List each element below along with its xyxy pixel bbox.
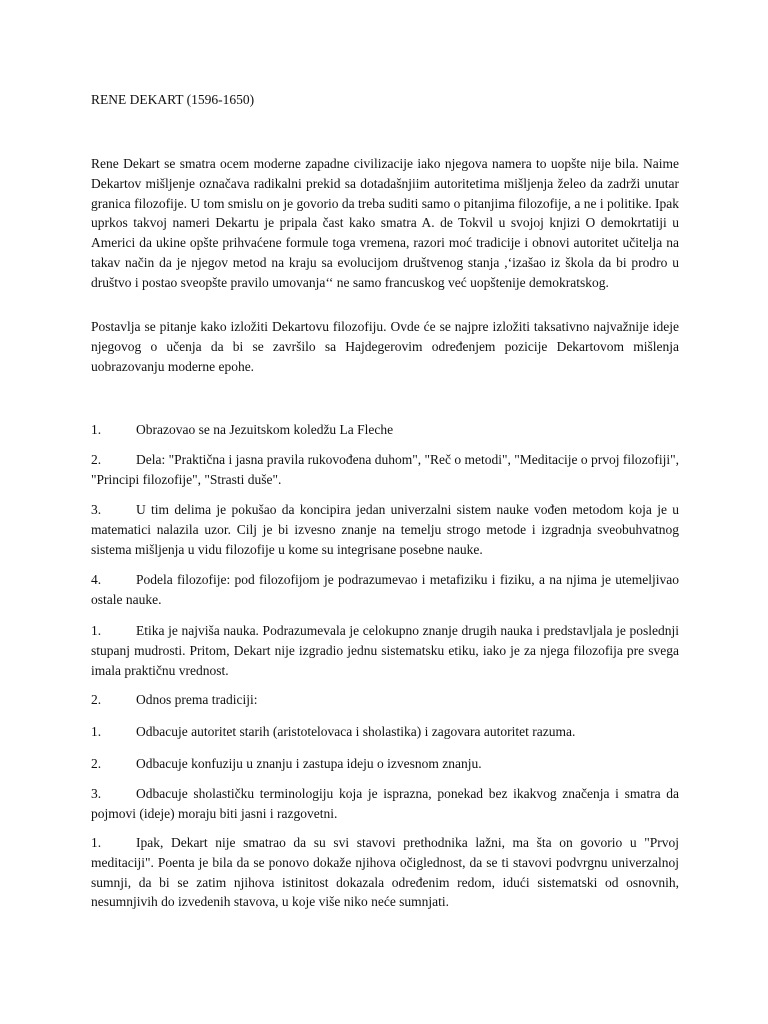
list-item bbox=[91, 500, 679, 559]
list-item-text: Obrazovao se na Jezuitskom koledžu La Fleche bbox=[136, 422, 394, 437]
list-item bbox=[91, 621, 679, 680]
list-item bbox=[91, 833, 679, 912]
list-item bbox=[91, 690, 679, 710]
intro-paragraph: Rene Dekart se smatra ocem moderne zapadne civilizacije iako njegova namera to uopšte nije bila. Naime Dekartov mišljenje označava radikalni prekid sa dotadašnjiim autoritetima mišljenja želeo da zadrži unutar granica filozofije. U tom smislu on je govorio da treba suditi samo o pitanjima filozofije, a ne i politike. Ipak uprkos takvoj nameri Dekartu je pripala čast kako smatra A. de Tokvil u svojoj knjizi O demokrtatiji u Americi da ukine opšte prihvaćene formule toga vremena, razori moć tradicije i obnovi autoritet učitelja na takav način da je njegov metod na kraju sa evolucijom društvenog stanja ,‘izašao iz škola da bi prodro u društvo i postao sveopšte pravilo umovanja‘‘ ne samo francuskog već uopštenije demokratskog. bbox=[91, 156, 679, 290]
list-item-text: Odnos prema tradiciji: bbox=[136, 692, 258, 707]
list-item-text: U tim delima je pokušao da koncipira jedan univerzalni sistem nauke vođen metodom koja je u matematici nalazila uzor. Cilj je bi izvesno znanje na temelju strogo metode i izgradnja sveobuhvatnog sistema mišljenja u vidu filozofije u kome su integrisane posebne nauke. bbox=[91, 502, 679, 557]
list-item-number: 1. bbox=[91, 623, 102, 638]
second-paragraph: Postavlja se pitanje kako izložiti Dekartovu filozofiju. Ovde će se najpre izložiti taksativno najvažnije ideje njegovog o učenja da bi se završilo sa Hajdegerovim određenjem pozicije Dekartovom mišlenja uobrazovanju moderne epohe. bbox=[91, 319, 679, 374]
list-item-number: 1. bbox=[91, 835, 102, 850]
list-item-number: 4. bbox=[91, 572, 102, 587]
list-item bbox=[91, 420, 679, 440]
list-item-text: Odbacuje sholastičku terminologiju koja je isprazna, ponekad bez ikakvog značenja i smatra da pojmovi (ideje) moraju biti jasni i razgovetni. bbox=[91, 786, 679, 821]
list-item bbox=[91, 722, 679, 742]
list-item-text: Podela filozofije: pod filozofijom je podrazumevao i metafiziku i fiziku, a na njima je utemeljivao ostale nauke. bbox=[91, 572, 679, 607]
list-item-text: Odbacuje konfuziju u znanju i zastupa ideju o izvesnom znanju. bbox=[136, 756, 482, 771]
list-item-number: 2. bbox=[91, 692, 102, 707]
list-item-number: 3. bbox=[91, 502, 102, 517]
list-item-text: Etika je najviša nauka. Podrazumevala je celokupno znanje drugih nauka i predstavljala je poslednji stupanj mudrosti. Pritom, Dekart nije izgradio jednu sistematsku etiku, iako je za njega filozofija pre svega imala praktičnu vrednost. bbox=[91, 623, 679, 678]
list-item-text: Ipak, Dekart nije smatrao da su svi stavovi prethodnika lažni, ma šta on govorio u "Prvoj meditaciji". Poenta je bila da se ponovo dokaže njihova očiglednost, da se ti stavovi podvrgnu univerzalnoj sumnji, da bi se zatim njihova istinitost dokazala određenim redom, idući sistematski od osnovnih, nesumnjivih do izvedenih stavova, u koje više niko neće sumnjati. bbox=[91, 835, 679, 910]
list-item bbox=[91, 570, 679, 610]
list-item bbox=[91, 784, 679, 824]
list-item-number: 2. bbox=[91, 452, 102, 467]
list-item-number: 3. bbox=[91, 786, 102, 801]
list-item-number: 1. bbox=[91, 724, 102, 739]
list-item bbox=[91, 450, 679, 490]
list-item bbox=[91, 754, 679, 774]
list-item-number: 2. bbox=[91, 756, 102, 771]
list-item-number: 1. bbox=[91, 422, 102, 437]
document-title: RENE DEKART (1596-1650) bbox=[91, 92, 255, 107]
list-item-text: Dela: "Praktična i jasna pravila rukovođena duhom", "Reč o metodi", "Meditacije o prvoj filozofiji", "Principi filozofije", "Strasti duše". bbox=[91, 452, 679, 487]
list-item-text: Odbacuje autoritet starih (aristotelovaca i sholastika) i zagovara autoritet razuma. bbox=[136, 724, 576, 739]
